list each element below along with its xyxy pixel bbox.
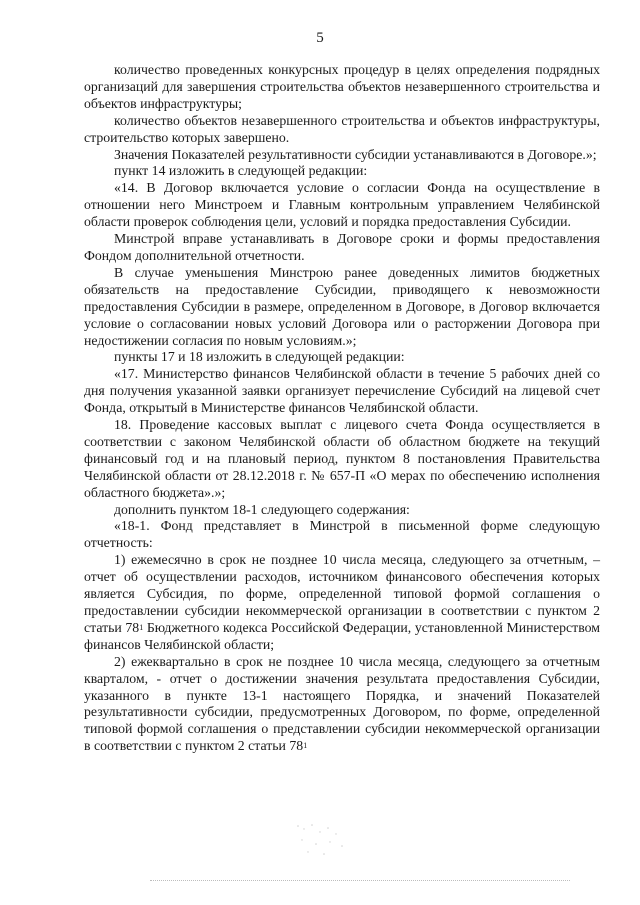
superscript: 1 (303, 741, 308, 751)
paragraph-text: 1) ежемесячно в срок не позднее 10 числа месяца, следующего за отчетным, – отчет об осуществлении расходов, источником финансового обеспечения которых является Субсидия, по форме, определенной типовой формой соглашения о предоставлении субсидии некоммерческой организации в соответствии с пунктом 2 статьи 78 (84, 552, 600, 635)
paragraph (84, 552, 600, 653)
scan-bottom-edge (150, 880, 570, 881)
faint-stamp-mark (290, 820, 370, 860)
paragraph: пункты 17 и 18 изложить в следующей редакции: (114, 349, 405, 365)
paragraph: Значения Показателей результативности субсидии устанавливаются в Договоре.»; (114, 146, 597, 162)
document-body (84, 62, 600, 755)
paragraph: пункт 14 изложить в следующей редакции: (114, 163, 368, 179)
stamp-dots-icon (290, 820, 370, 860)
paragraph-text-tail: Бюджетного кодекса Российской Федерации, установленной Министерством финансов Челябинской области; (84, 619, 600, 652)
paragraph: «18-1. Фонд представляет в Минстрой в письменной форме следующую отчетность: (84, 518, 600, 551)
page-number: 5 (316, 30, 324, 46)
paragraph: В случае уменьшения Минстрою ранее доведенных лимитов бюджетных обязательств на предоставление Субсидии, приводящего к невозможности предоставления Субсидии в размере, определенном в Договоре, в Договор включается условие о согласовании новых условий Договора или о расторжении Договора при недостижении согласия по новым условиям.»; (84, 264, 600, 348)
paragraph: Минстрой вправе устанавливать в Договоре сроки и формы предоставления Фондом дополнительной отчетности. (84, 231, 600, 263)
superscript: 1 (139, 622, 144, 632)
paragraph-text: 2) ежеквартально в срок не позднее 10 числа месяца, следующего за отчетным кварталом, - отчет о достижении значения результата предоставления Субсидии, указанного в пункте 13-1 настоящего Порядка, и значений Показателей результативности субсидии, предусмотренных Договором, по форме, определенной типовой формой соглашения о представлении субсидии некоммерческой организации в соответствии с пунктом 2 статьи 78 (84, 653, 600, 754)
paragraph (84, 654, 600, 755)
paragraph: дополнить пунктом 18-1 следующего содержания: (114, 501, 410, 517)
paragraph: 18. Проведение кассовых выплат с лицевого счета Фонда осуществляется в соответствии с законом Челябинской области об областном бюджете на текущий финансовый год и на плановый период, пунктом 8 постановления Правительства Челябинской области от 28.12.2018 г. № 657-П «О мерах по обеспечению исполнения областного бюджета».»; (84, 417, 600, 500)
paragraph: количество объектов незавершенного строительства и объектов инфраструктуры, строительство которых завершено. (84, 112, 600, 145)
paragraph: «14. В Договор включается условие о согласии Фонда на осуществление в отношении него Минстроем и Главным контрольным управлением Челябинской области проверок соблюдения цели, условий и порядка предоставления Субсидии. (84, 180, 600, 230)
paragraph: количество проведенных конкурсных процедур в целях определения подрядных организаций для завершения строительства объектов незавершенного строительства и объектов инфраструктуры; (84, 62, 600, 111)
paragraph: «17. Министерство финансов Челябинской области в течение 5 рабочих дней со дня получения указанной заявки организует перечисление Субсидий на лицевой счет Фонда, открытый в Министерстве финансов Челябинской области. (84, 366, 600, 416)
